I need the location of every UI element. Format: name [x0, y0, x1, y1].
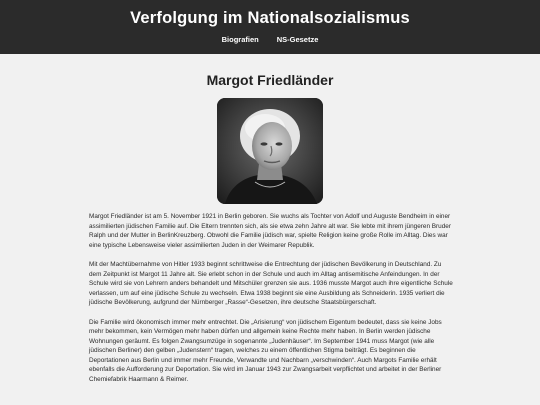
portrait-image — [217, 98, 323, 204]
biography-paragraph: Die Familie wird ökonomisch immer mehr entrechtet. Die „Arisierung“ von jüdischem Eigentum bedeutet, dass sie keine Jobs mehr bekommen, kein Vermögen mehr haben dürfen und allgemein keine Rechte mehr haben. In Berlin werden jüdische Wohnungen geräumt. Es folgen Zwangsumzüge in sogenannte „Judenhäuser“. Im September 1941 muss Margot (wie alle jüdischen Berliner) den gelben „Judenstern“ tragen, welches zu einem öffentlichen Stigma beiträgt. Es beginnen die Deportationen aus Berlin und immer mehr Freunde, Verwandte und Nachbarn „verschwinden“. Auch Margots Familie erhält ebenfalls die Aufforderung zur Deportation. Sie wird im Januar 1943 zur Zwangsarbeit verpflichtet und arbeitet in der Berliner Chemiefabrik Haarmann & Reimer. — [89, 318, 442, 383]
biography-text — [89, 212, 455, 394]
biography-paragraph: Margot Friedländer ist am 5. November 1921 in Berlin geboren. Sie wuchs als Tochter von Adolf und Auguste Bendheim in einer assimilierten jüdischen Familie auf. Die Eltern trennten sich, als sie etwa zehn Jahre alt war. Sie lebte mit ihrem jüngeren Bruder Ralph und der Mutter in BerlinKreuzberg. Obwohl die Familie jüdisch war, spielte Religion keine große Rolle im Alltag. Dies war eine typische Lebensweise vieler assimilierten Juden in der Weimarer Republik. — [89, 213, 451, 249]
nav-link-ns-gesetze[interactable]: NS-Gesetze — [276, 35, 319, 44]
site-title[interactable]: Verfolgung im Nationalsozialismus — [130, 9, 410, 27]
main-content — [0, 54, 540, 405]
site-header — [0, 0, 540, 54]
biography-paragraph: Mit der Machtübernahme von Hitler 1933 beginnt schrittweise die Entrechtung der jüdischen Bevölkerung in Deutschland. Zu dem Zeitpunkt ist Margot 11 Jahre alt. Sie erlebt schon in der Schule und auch im Alltag antisemitische Anfeindungen. In der Schule wird sie von Lehrern anders behandelt und Mitschüler grenzen sie aus. 1936 musste Margot auch ihre eigentliche Schule verlassen, um auf eine jüdische Schule zu wechseln. Etwa 1938 beginnt sie eine Ausbildung als Schneiderin. 1935 verliert die jüdische Bevölkerung, aufgrund der Nürnberger „Rasse“-Gesetzen, ihre deutsche Staatsbürgerschaft. — [89, 261, 453, 306]
nav-link-biografien[interactable]: Biografien — [221, 35, 259, 44]
main-nav — [0, 35, 540, 44]
page-title: Margot Friedländer — [206, 72, 334, 88]
